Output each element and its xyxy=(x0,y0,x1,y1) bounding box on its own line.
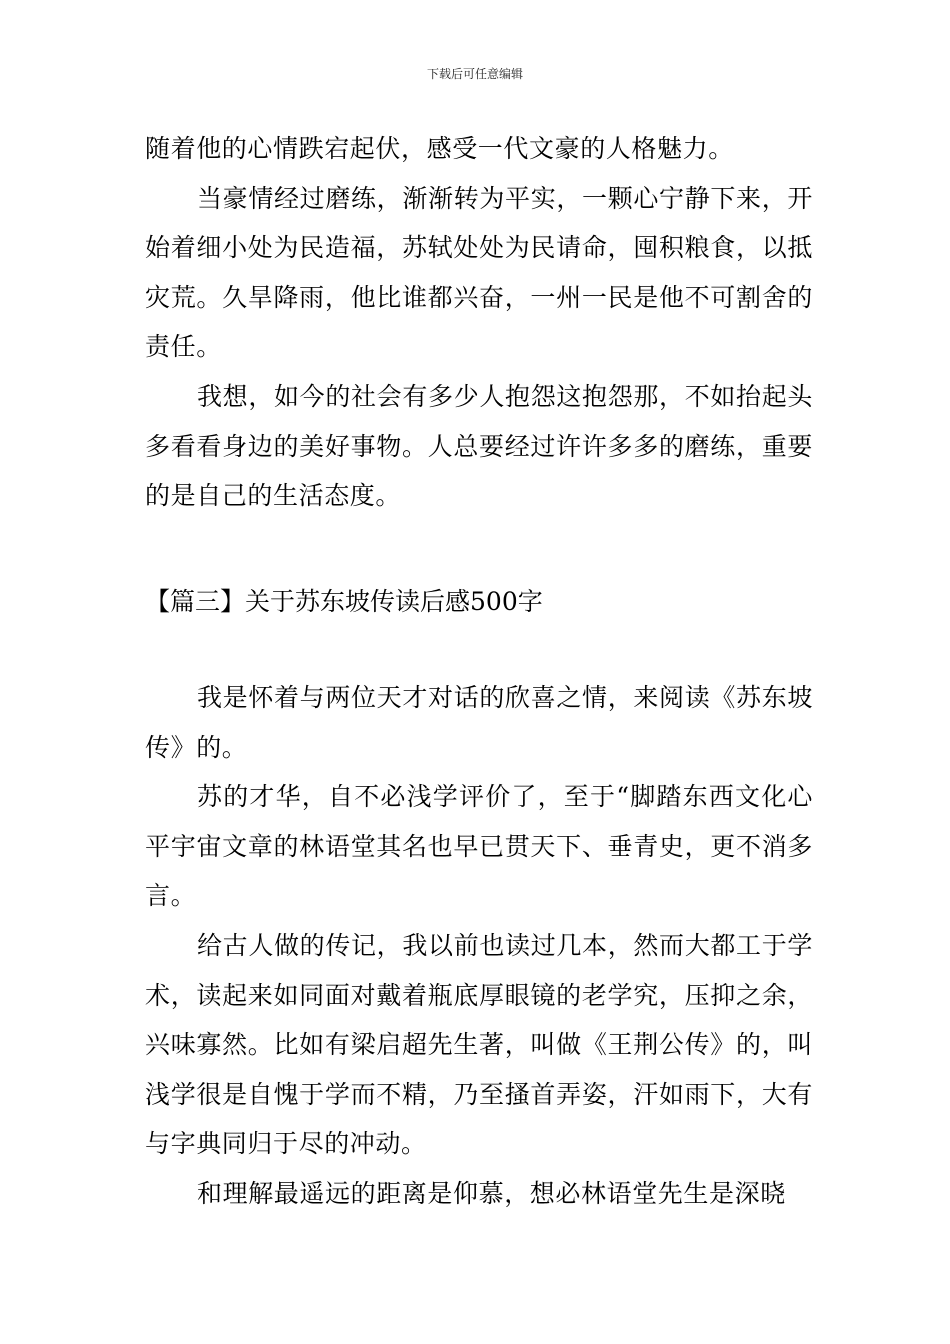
text-block-top xyxy=(145,124,813,521)
paragraph: 我想，如今的社会有多少人抱怨这抱怨那，不如抬起头多看看身边的美好事物。人总要经过许许多多的磨练，重要的是自己的生活态度。 xyxy=(145,381,813,511)
paragraph: 随着他的心情跌宕起伏，感受一代文豪的人格魅力。 xyxy=(145,134,734,163)
page-header: 下载后可任意编辑 xyxy=(426,67,523,81)
text-block-bottom xyxy=(145,673,813,1219)
paragraph: 当豪情经过磨练，渐渐转为平实，一颗心宁静下来，开始着细小处为民造福，苏轼处处为民请命，囤积粮食，以抵灾荒。久旱降雨，他比谁都兴奋，一州一民是他不可割舍的责任。 xyxy=(145,183,813,362)
paragraph: 给古人做的传记，我以前也读过几本，然而大都工于学术，读起来如同面对戴着瓶底厚眼镜的老学究，压抑之余，兴味寡然。比如有梁启超先生著，叫做《王荆公传》的，叫浅学很是自愧于学而不精，乃至搔首弄姿，汗如雨下，大有与字典同归于尽的冲动。 xyxy=(145,930,813,1159)
section-heading: 【篇三】关于苏东坡传读后感500字 xyxy=(145,587,543,616)
paragraph: 和理解最遥远的距离是仰慕，想必林语堂先生是深晓 xyxy=(197,1178,786,1208)
paragraph: 苏的才华，自不必浅学评价了，至于“脚踏东西文化心平宇宙文章的林语堂其名也早已贯天下、垂青史，更不消多言。 xyxy=(145,782,813,911)
paragraph: 我是怀着与两位天才对话的欣喜之情，来阅读《苏东坡传》的。 xyxy=(145,683,813,762)
